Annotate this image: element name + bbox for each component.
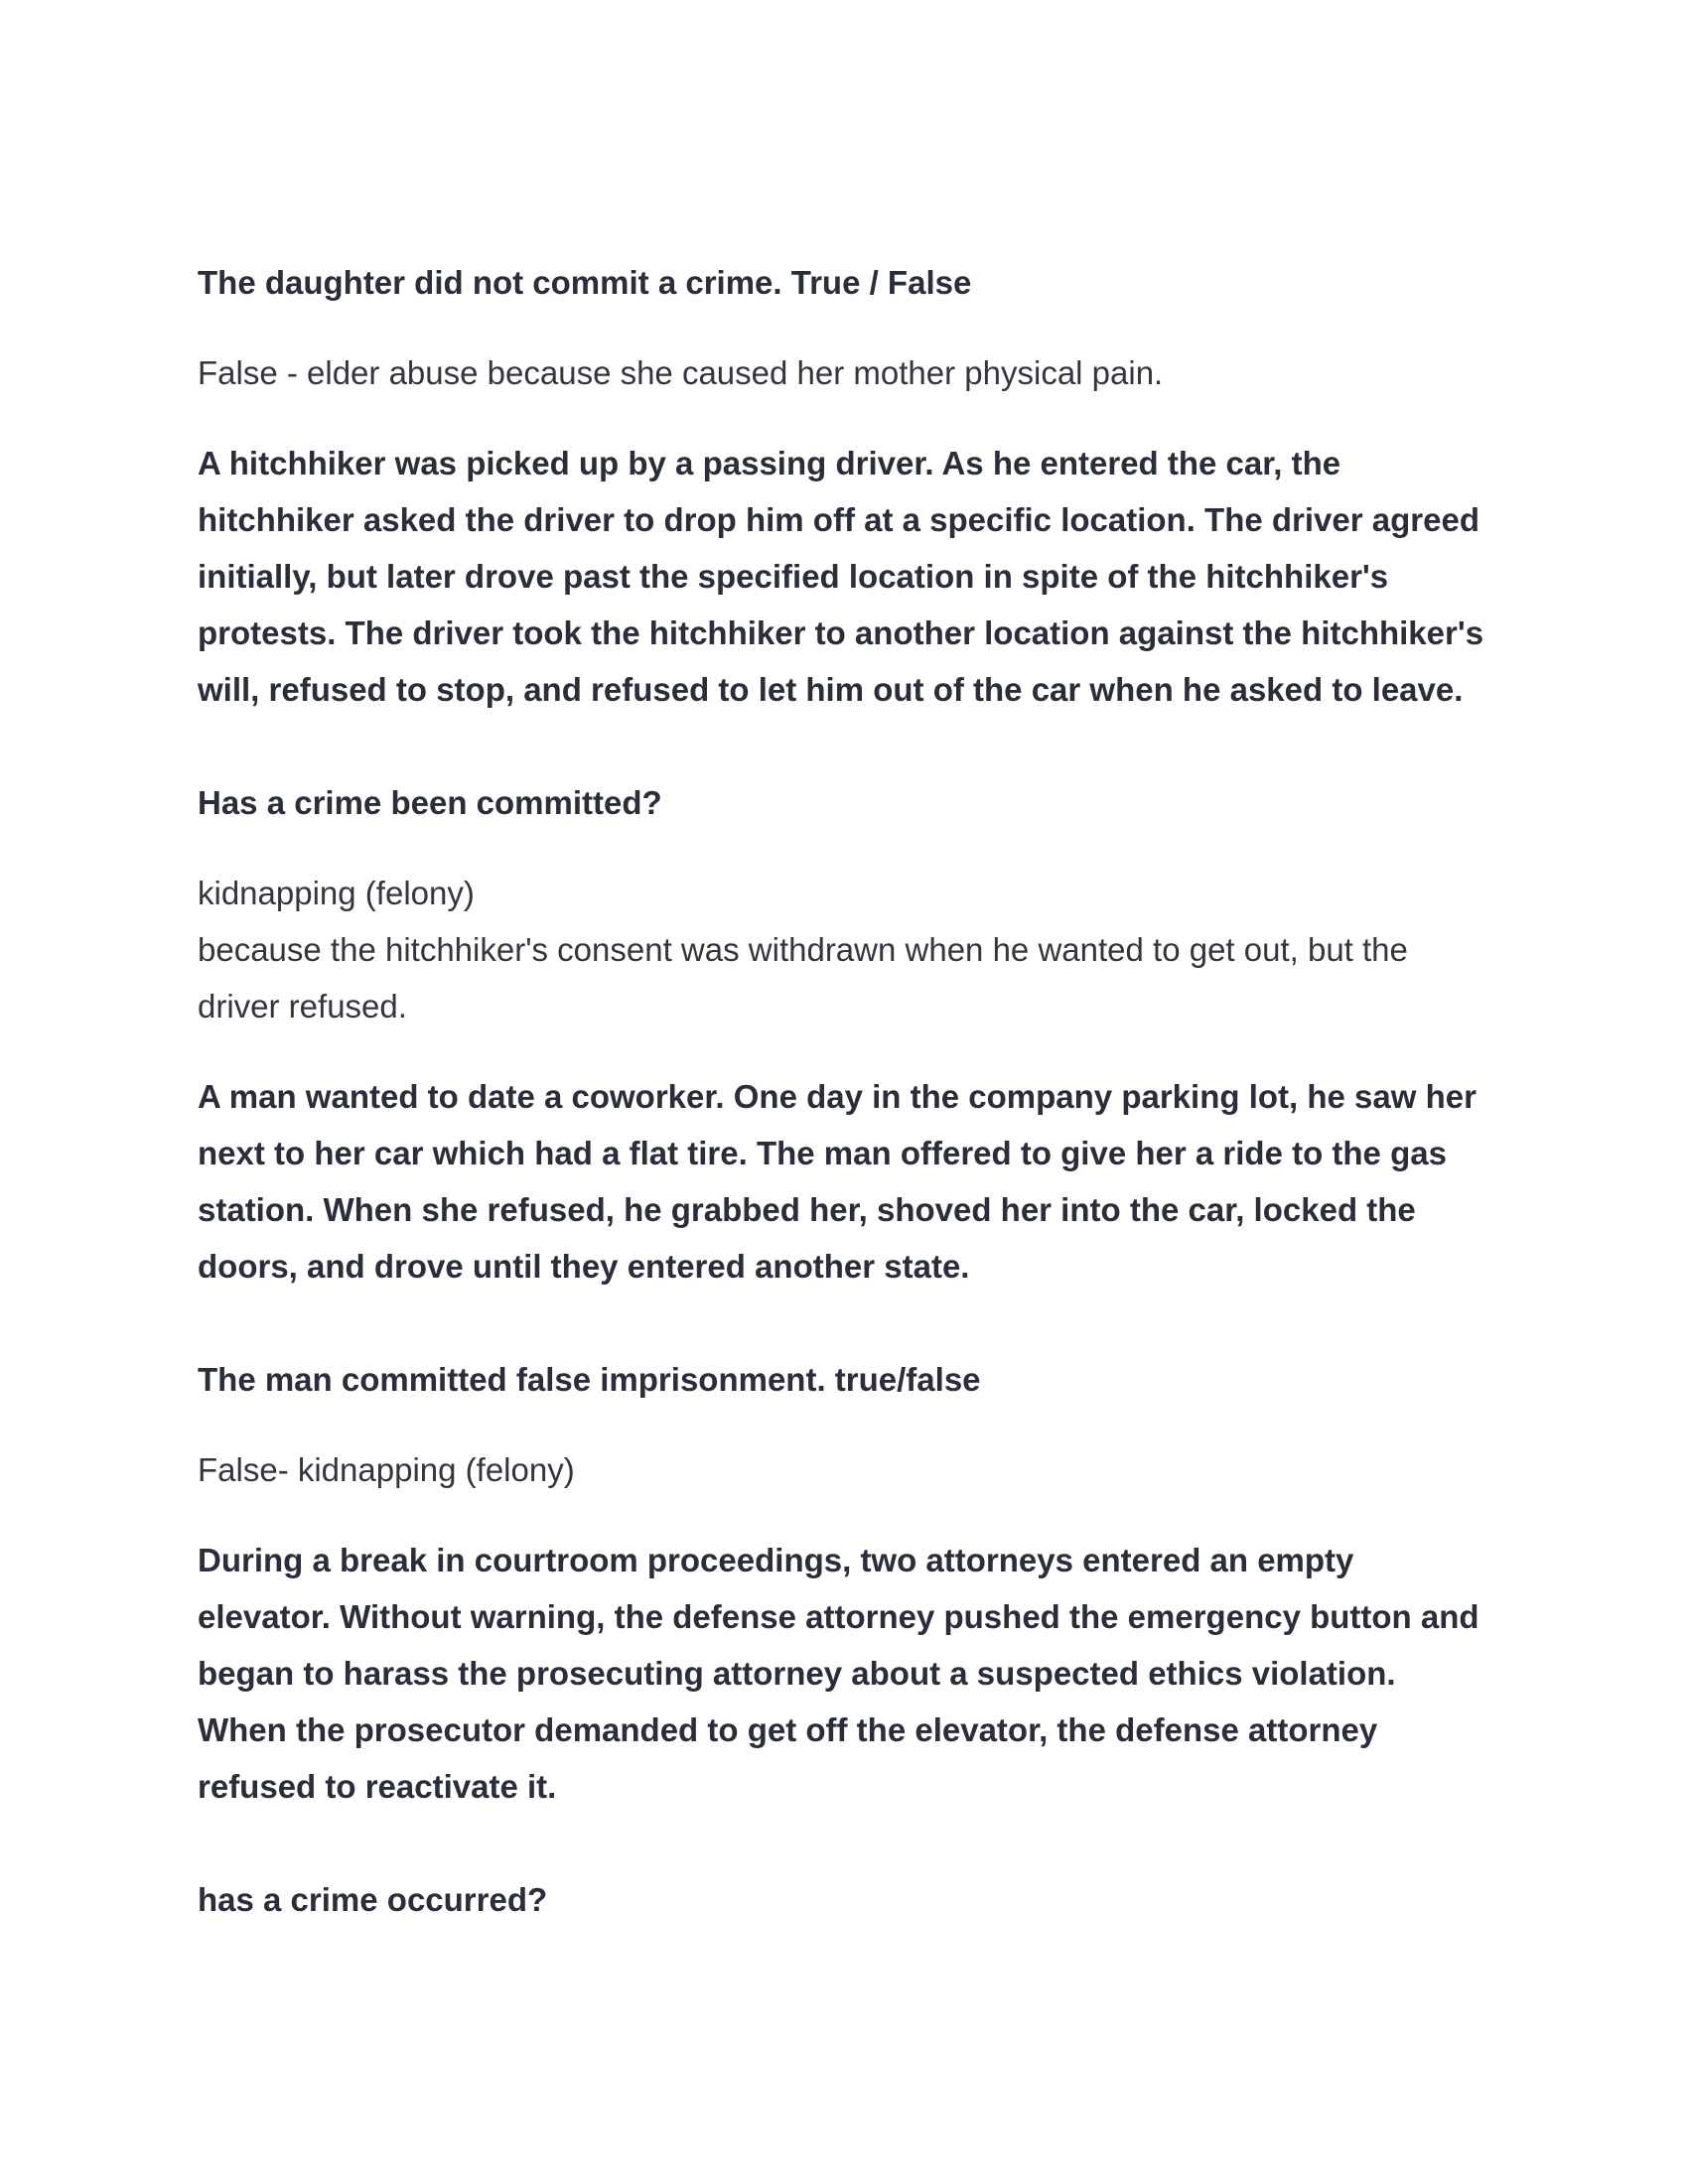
answer-line: because the hitchhiker's consent was withdrawn when he wanted to get out, but the driver refused. (198, 931, 1408, 1024)
answer-false-imprisonment (198, 1441, 1488, 1498)
answer-line: False - elder abuse because she caused her mother physical pain. (198, 354, 1164, 391)
question-elevator-crime: has a crime occurred? (198, 1881, 548, 1918)
answer-hitchhiker-crime (198, 865, 1488, 1034)
answer-line: kidnapping (felony) (198, 875, 475, 911)
scenario-hitchhiker: A hitchhiker was picked up by a passing driver. As he entered the car, the hitchhiker asked the driver to drop him off at a specific location. The driver agreed initially, but later drove past the specified location in spite of the hitchhiker's protests. The driver took the hitchhiker to another location against the hitchhiker's will, refused to stop, and refused to let him out of the car when he asked to leave. (198, 445, 1484, 708)
scenario-elevator: During a break in courtroom proceedings, two attorneys entered an empty elevator. Without warning, the defense attorney pushed the emergency button and began to harass the prosecuting attorney about a suspected ethics violation. When the prosecutor demanded to get off the elevator, the defense attorney refused to reactivate it. (198, 1542, 1479, 1805)
document-content (198, 254, 1488, 1928)
question-daughter-crime: The daughter did not commit a crime. True / False (198, 264, 972, 301)
scenario-coworker: A man wanted to date a coworker. One day in the company parking lot, he saw her next to her car which had a flat tire. The man offered to give her a ride to the gas station. When she refused, he grabbed her, shoved her into the car, locked the doors, and drove until they entered another state. (198, 1078, 1477, 1285)
answer-daughter-crime (198, 344, 1488, 401)
answer-line: False- kidnapping (felony) (198, 1451, 575, 1488)
question-hitchhiker-crime: Has a crime been committed? (198, 784, 662, 821)
question-false-imprisonment: The man committed false imprisonment. true/false (198, 1361, 981, 1398)
